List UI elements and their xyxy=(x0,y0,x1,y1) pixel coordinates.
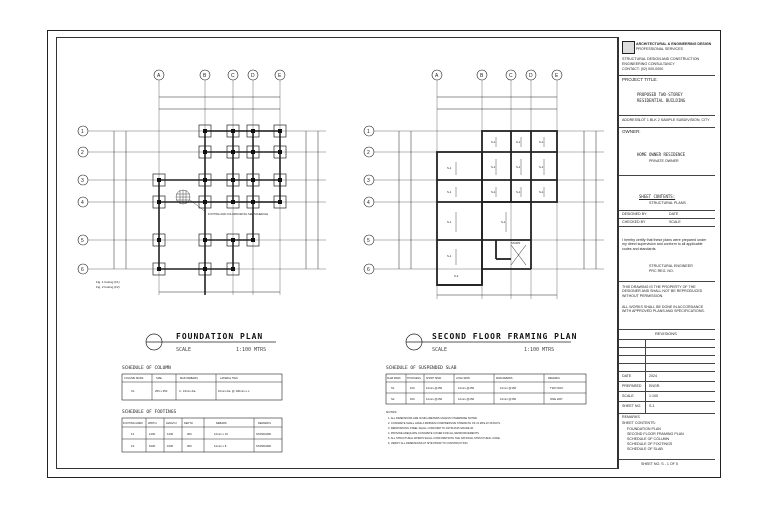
firm-address-line: ENGINEERING CONSULTANCY xyxy=(622,62,675,66)
cell: 300 xyxy=(187,432,192,436)
cell: 1000 xyxy=(167,444,174,448)
rev-row-value: ENGR. xyxy=(649,384,661,388)
slab-label: S-1 xyxy=(447,254,452,258)
rev-row-value: 1:100 xyxy=(649,394,658,398)
grid-bubbles-left-top xyxy=(154,70,285,80)
plan-note: Fig. 2 footing (F2) xyxy=(96,285,120,289)
grid-number: 5 xyxy=(81,238,84,244)
address-label: ADDRESS: xyxy=(622,118,641,122)
grid-number: 4 xyxy=(367,200,370,206)
note-line: 1. ALL DIMENSIONS ARE IN MILLIMETERS UNLESS OTHERWISE NOTED. xyxy=(388,417,478,420)
cell: STANDARD xyxy=(256,444,272,448)
general-notes xyxy=(386,410,501,445)
col-header: THICKNESS xyxy=(407,377,421,380)
col-header: WIDTH xyxy=(148,422,157,425)
project-title-label: PROJECT TITLE: xyxy=(622,77,658,82)
approval-text: THIS DRAWING IS THE PROPERTY OF THE DESIGNER AND SHALL NOT BE REPRODUCED WITHOUT PERMISSION. xyxy=(622,285,703,298)
cell: 12mm x 10 xyxy=(214,432,228,436)
cell: 10mm dia. @ 100mm o.c. xyxy=(218,389,251,393)
foundation-plan-title: FOUNDATION PLAN xyxy=(176,332,264,341)
drawing-canvas xyxy=(56,37,618,469)
cell: ONE WAY xyxy=(550,397,563,401)
schedule-of-slab xyxy=(386,365,586,404)
schedule-title: SCHEDULE OF SUSPENDED SLAB xyxy=(386,366,457,371)
stair-symbol xyxy=(511,245,526,265)
plan-note: Fig. 1 footing (F1) xyxy=(96,280,120,284)
firm-address-line: STRUCTURAL DESIGN AND CONSTRUCTION xyxy=(622,57,700,61)
framing-beams xyxy=(437,131,557,285)
col-header: MAIN REBARS xyxy=(496,377,513,380)
columns-left xyxy=(157,129,282,271)
grid-number: 3 xyxy=(81,178,84,184)
address-value: LOT 1 BLK 2 SAMPLE SUBDIVISION, CITY xyxy=(639,118,710,122)
framing-plan-title-block xyxy=(406,332,577,353)
remarks-label: REMARKS xyxy=(622,415,640,419)
cell: 1000 xyxy=(149,444,156,448)
cell: C1 xyxy=(131,389,135,393)
grid-letter: E xyxy=(278,73,282,79)
col-header: REBARS xyxy=(216,422,227,425)
slab-label: S-1 xyxy=(539,190,544,194)
project-title-cell xyxy=(619,75,715,116)
cell: F2 xyxy=(131,444,135,448)
cell: 4 - 16mm dia. xyxy=(179,389,197,393)
cell: S2 xyxy=(391,397,395,401)
grid-letter: C xyxy=(509,73,513,79)
scale-label: SCALE xyxy=(432,347,448,353)
approval-text: ALL WORKS SHALL BE DONE IN ACCORDANCE WITH APPROVED PLANS AND SPECIFICATIONS. xyxy=(622,305,705,314)
sheet-list-label: SHEET CONTENTS: xyxy=(622,421,656,425)
footing-callout: FOOTING AND COLUMN DETAIL SEE SCHEDULE xyxy=(208,213,269,216)
grid-letter: D xyxy=(529,73,533,79)
col-header: SLAB MARK xyxy=(387,377,401,380)
cell: 12mm @150 xyxy=(500,386,517,390)
cell: 12mm x 8 xyxy=(214,444,227,448)
col-header: REMARKS xyxy=(548,377,560,380)
slab-label: S-1 xyxy=(516,140,521,144)
grid-number: 5 xyxy=(367,238,370,244)
note-line: 5. ALL STRUCTURAL WORKS SHALL CONFORM WITH THE NATIONAL STRUCTURAL CODE. xyxy=(388,437,501,440)
cell: 100 xyxy=(410,397,415,401)
firm-header-cell xyxy=(619,37,715,76)
sheet-list-item: SCHEDULE OF FOOTINGS xyxy=(627,442,673,446)
cell: 12mm @150 xyxy=(458,386,475,390)
scale-label: SCALE xyxy=(176,347,192,353)
cell: S1 xyxy=(391,386,395,390)
revisions-label: REVISIONS xyxy=(655,331,677,336)
grid-number: 3 xyxy=(367,178,370,184)
grid-letter: A xyxy=(435,73,439,79)
owner-sub: PRIVATE OWNER xyxy=(649,159,679,163)
checked-by-label: CHECKED BY xyxy=(622,220,646,224)
grid-number: 1 xyxy=(81,129,84,135)
rev-row-label: PREPARED xyxy=(622,384,642,388)
footing-detail-hatch xyxy=(176,190,206,212)
slab-label: S-1 xyxy=(539,140,544,144)
sheet-list-item: FOUNDATION PLAN xyxy=(627,427,661,431)
note-line: 6. VERIFY ALL DIMENSIONS AT SITE PRIOR TO CONSTRUCTION. xyxy=(388,442,469,445)
certification-text: I hereby certify that these plans were prepared under my direct supervision and conform to all applicable codes and standards. xyxy=(622,238,707,251)
slab-label: S-1 xyxy=(491,165,496,169)
cell: 12mm @150 xyxy=(458,397,475,401)
slab-label: S-1 xyxy=(447,166,452,170)
sheet-list-item: SCHEDULE OF SLAB xyxy=(627,447,663,451)
engineer-label: STRUCTURAL ENGINEER xyxy=(649,264,693,268)
col-header: LATERAL TIES xyxy=(220,377,238,380)
rev-row-value: 2024 xyxy=(649,374,657,378)
sheet-list-item: SECOND FLOOR FRAMING PLAN xyxy=(627,432,684,436)
col-header: MAIN REBARS xyxy=(180,377,198,380)
sheet-list-cell xyxy=(619,413,715,460)
rev-row-label: SCALE xyxy=(622,394,634,398)
note-line: 2. CONCRETE SHALL HAVE A MINIMUM COMPRESSIVE STRENGTH OF 21 MPa AT 28 DAYS. xyxy=(388,422,501,425)
grid-letter: A xyxy=(157,73,161,79)
cell: 300 xyxy=(187,444,192,448)
cell: 12mm @150 xyxy=(426,386,443,390)
col-header: FOOTING MARK xyxy=(123,422,144,425)
schedule-of-column xyxy=(122,365,282,400)
grid-number: 6 xyxy=(81,267,84,273)
second-floor-framing-plan xyxy=(364,70,604,299)
owner-label: OWNER: xyxy=(622,129,641,134)
project-title-line: PROPOSED TWO-STOREY xyxy=(637,92,683,97)
title-block xyxy=(618,37,715,469)
col-header: SHORT SPAN xyxy=(426,377,442,380)
footings-left xyxy=(153,125,286,275)
grid-letter: C xyxy=(231,73,235,79)
schedule-of-footings xyxy=(122,409,282,452)
notes-heading: NOTES: xyxy=(386,410,398,414)
slab-label: S-1 xyxy=(501,220,506,224)
slab-label: S-1 xyxy=(491,140,496,144)
col-header: SIZE xyxy=(156,377,162,380)
cell: F1 xyxy=(131,432,135,436)
project-title-line: RESIDENTIAL BUILDING xyxy=(637,98,686,103)
cell: 12mm @150 xyxy=(426,397,443,401)
owner-cell xyxy=(619,127,715,176)
slab-label: S-1 xyxy=(539,165,544,169)
note-line: 4. PROVIDE ADEQUATE CONCRETE COVER FOR ALL REINFORCEMENTS. xyxy=(388,432,480,435)
sheet-list-item: SCHEDULE OF COLUMN xyxy=(627,437,670,441)
sheet-contents-value: STRUCTURAL PLANS xyxy=(649,201,686,205)
slab-label: S-1 xyxy=(491,190,496,194)
designed-by-label: DESIGNED BY xyxy=(622,212,647,216)
framing-plan-title: SECOND FLOOR FRAMING PLAN xyxy=(432,332,578,341)
grid-number: 6 xyxy=(367,267,370,273)
sheet-number-cell xyxy=(619,459,715,469)
firm-header: ARCHITECTURAL & ENGINEERING DESIGN xyxy=(636,42,712,46)
scale-label-tb: SCALE xyxy=(669,220,681,224)
cell: 12mm @150 xyxy=(500,397,517,401)
col-header: DEPTH xyxy=(184,422,193,425)
dimension-lines-right xyxy=(399,97,596,295)
certification-cell xyxy=(619,226,715,282)
slab-label: S-2 xyxy=(454,274,459,278)
sheet-contents-label: SHEET CONTENTS: xyxy=(639,194,676,199)
cell: STANDARD xyxy=(256,432,272,436)
slab-label: S-1 xyxy=(447,220,452,224)
grid-letter: B xyxy=(480,73,484,79)
grid-number: 2 xyxy=(367,150,370,156)
scale-value: 1:100 MTRS xyxy=(524,347,555,353)
schedule-title: SCHEDULE OF FOOTINGS xyxy=(122,410,177,415)
rev-row-label: SHEET NO. xyxy=(622,404,642,408)
approval-cell xyxy=(619,281,715,330)
firm-sub: PROFESSIONAL SERVICES xyxy=(636,47,683,51)
grid-number: 2 xyxy=(81,150,84,156)
col-header: LONG SPAN xyxy=(456,377,470,380)
engineer-prc: PRC REG. NO. xyxy=(649,269,674,273)
schedule-title: SCHEDULE OF COLUMN xyxy=(122,366,171,371)
cell: 1200 xyxy=(149,432,156,436)
slab-label: S-1 xyxy=(516,165,521,169)
dimension-lines-left xyxy=(114,97,318,292)
scale-value: 1:100 MTRS xyxy=(236,347,267,353)
cell: 100 xyxy=(410,386,415,390)
grid-letter: B xyxy=(203,73,207,79)
cell: 250 x 250 xyxy=(155,389,168,393)
firm-address-line: CONTACT: (02) 000-0000 xyxy=(622,67,664,71)
cell: 1200 xyxy=(167,432,174,436)
rev-row-value: S-1 xyxy=(649,404,655,408)
col-header: COLUMN MARK xyxy=(124,377,144,380)
date-label: DATE xyxy=(669,212,679,216)
stair-label: STAIRS xyxy=(511,242,521,245)
foundation-plan-title-block xyxy=(146,332,276,353)
col-header: REMARKS xyxy=(258,422,271,425)
slab-label: S-1 xyxy=(516,190,521,194)
rev-row-label: DATE xyxy=(622,374,632,378)
grid-number: 4 xyxy=(81,200,84,206)
grid-letter: D xyxy=(251,73,255,79)
slab-label: S-1 xyxy=(447,190,452,194)
firm-logo-icon xyxy=(622,41,635,54)
col-header: LENGTH xyxy=(166,422,177,425)
cell: TWO WAY xyxy=(550,386,564,390)
sheet-contents-cell xyxy=(619,175,715,211)
grid-letter: E xyxy=(555,73,559,79)
foundation-plan xyxy=(78,70,326,295)
note-line: 3. REINFORCING STEEL SHALL CONFORM TO ASTM A615 GRADE 40. xyxy=(388,427,474,430)
grid-lines-right xyxy=(374,80,604,299)
grid-number: 1 xyxy=(367,129,370,135)
grid-bubbles-right-top xyxy=(432,70,562,80)
owner-name: HOME OWNER RESIDENCE xyxy=(637,152,686,157)
sheet-number: SHEET NO. S - 1 OF 5 xyxy=(641,462,678,466)
